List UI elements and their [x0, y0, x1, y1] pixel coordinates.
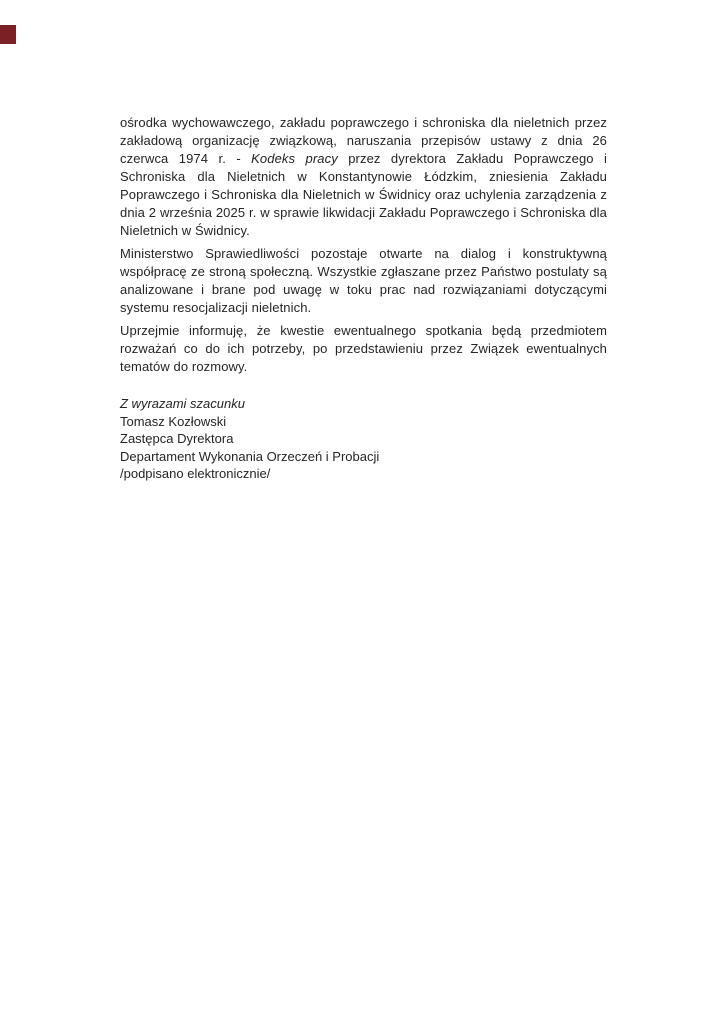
letter-paragraph-2 — [120, 245, 607, 317]
electronic-signature-note: /podpisano elektronicznie/ — [120, 466, 271, 481]
text-segment: Ministerstwo Sprawiedliwości pozostaje otwarte na dialog i konstruktywną współpracę ze stroną społeczną. Wszystkie zgłaszane przez Państwo postulaty są analizowane i brane pod uwagę w toku prac nad rozwiązaniami dotyczącymi systemu resocjalizacji nieletnich. — [120, 246, 607, 315]
letter-body — [120, 114, 607, 483]
text-segment: Uprzejmie informuję, że kwestie ewentualnego spotkania będą przedmiotem rozważań co do ich potrzeby, po przedstawieniu przez Związek ewentualnych tematów do rozmowy. — [120, 323, 607, 374]
signature-block — [120, 395, 607, 483]
text-segment: ośrodka wychowawczego, zakładu poprawczego i schroniska dla nieletnich przez zakładową organizację związkową, naruszania przepisów ustawy z dnia 26 czerwca 1974 r. - — [120, 115, 607, 166]
letter-paragraph-1 — [120, 114, 607, 240]
letter-paragraph-3 — [120, 322, 607, 376]
italic-text-segment: Kodeks pracy — [251, 151, 338, 166]
signer-name: Tomasz Kozłowski — [120, 413, 227, 429]
signature-closing: Z wyrazami szacunku — [120, 396, 245, 411]
signer-title: Zastępca Dyrektora — [120, 431, 234, 446]
signer-department: Departament Wykonania Orzeczeń i Probacji — [120, 448, 380, 464]
text-segment: przez dyrektora Zakładu Poprawczego i Schroniska dla Nieletnich w Konstantynowie Łódzkim, zniesienia Zakładu Poprawczego i Schroniska dla Nieletnich w Świdnicy oraz uchylenia zarządzenia z dnia 2 września 2025 r. w sprawie likwidacji Zakładu Poprawczego i Schroniska dla Nieletnich w Świdnicy. — [120, 151, 607, 238]
page-edge-marker — [0, 25, 16, 44]
